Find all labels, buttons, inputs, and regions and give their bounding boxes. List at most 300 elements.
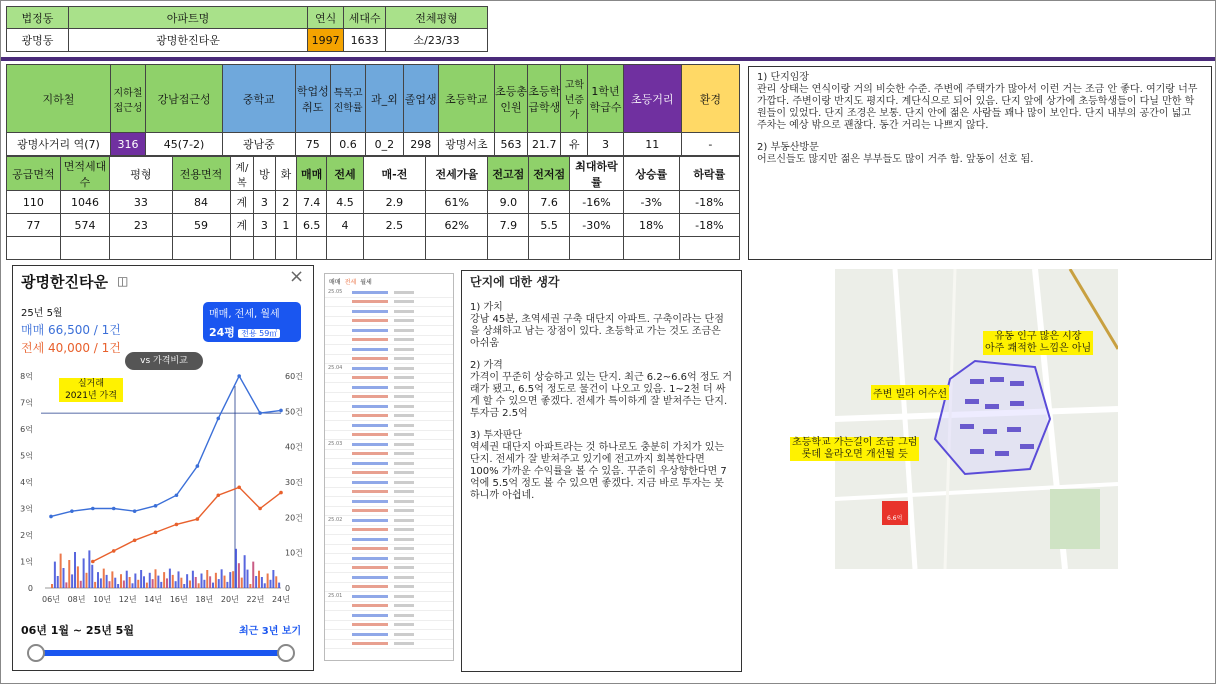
- trade-entry: [352, 490, 388, 493]
- trade-rows: [325, 288, 453, 649]
- volume-bar: [169, 569, 171, 588]
- trade-entry: [394, 547, 414, 550]
- volume-bar: [80, 581, 82, 588]
- jeonse-point: [175, 523, 179, 527]
- trade-row: [325, 488, 453, 498]
- volume-bar: [68, 560, 70, 588]
- volume-bar: [192, 571, 194, 588]
- volume-bar: [160, 582, 162, 588]
- volume-bar: [172, 575, 174, 588]
- range-slider-handle-right[interactable]: [277, 644, 295, 662]
- trade-entry: [394, 338, 414, 341]
- header-elementary: 초등학교: [438, 65, 494, 133]
- trade-row: [325, 364, 453, 374]
- header-upper-grade: 고학년증가: [561, 65, 588, 133]
- volume-bar: [241, 578, 243, 588]
- trade-entry: [352, 528, 388, 531]
- jeonse-point: [112, 549, 116, 553]
- trade-entry: [394, 576, 414, 579]
- cell: 7.4: [297, 191, 327, 214]
- jeonse-point: [237, 486, 241, 490]
- trade-row: [325, 412, 453, 422]
- unit-type-table: [6, 156, 740, 260]
- volume-bar: [232, 571, 234, 588]
- sale-point: [133, 509, 137, 513]
- y-tick-label: 7억: [20, 398, 33, 408]
- cell-tutoring: 0_2: [366, 133, 403, 156]
- callout-label: [59, 378, 123, 402]
- cell-gangnam-access: 45(7-2): [146, 133, 223, 156]
- trade-entry: [352, 319, 388, 322]
- volume-bar: [132, 583, 134, 588]
- y-tick-label: 1억: [20, 557, 33, 567]
- trade-entry: [394, 595, 414, 598]
- notes-section-title: 2) 가격: [470, 360, 503, 371]
- compare-button[interactable]: vs 가격비교: [125, 352, 203, 370]
- volume-bar: [226, 582, 228, 588]
- x-tick-label: 10년: [93, 595, 112, 604]
- cell: 3: [254, 214, 275, 237]
- sale-point: [279, 409, 283, 413]
- price-chart-panel: [12, 265, 314, 671]
- trade-row: [325, 326, 453, 336]
- trade-entry: [352, 433, 388, 436]
- trade-entry: [352, 367, 388, 370]
- trade-entry: [394, 509, 414, 512]
- trade-row: [325, 383, 453, 393]
- cell: -16%: [570, 191, 624, 214]
- cell: 4.5: [327, 191, 364, 214]
- cell-size: 소/23/33: [386, 29, 488, 52]
- volume-bar: [261, 577, 263, 588]
- trade-row: [325, 374, 453, 384]
- table-row: [7, 214, 740, 237]
- cell: 23: [110, 214, 172, 237]
- trade-row: [325, 611, 453, 621]
- trade-entry: [394, 319, 414, 322]
- y-tick-label: 3억: [20, 504, 33, 514]
- volume-bar: [155, 569, 157, 588]
- jeonse-point: [154, 531, 158, 535]
- callout-line: 실거래: [77, 379, 105, 389]
- volume-bar: [215, 573, 217, 588]
- cell-environment: -: [681, 133, 739, 156]
- volume-bar: [163, 572, 165, 588]
- notes-section-title: 3) 투자판단: [470, 430, 523, 441]
- header-gangnam-access: 강남접근성: [146, 65, 223, 133]
- cell: 5.5: [529, 214, 570, 237]
- volume-bar: [252, 562, 254, 588]
- trade-entry: [352, 509, 388, 512]
- volume-bar: [137, 580, 139, 588]
- trade-entry: [352, 395, 388, 398]
- trade-date: 25.02: [328, 517, 343, 524]
- trade-entry: [352, 376, 388, 379]
- volume-bar: [247, 570, 249, 588]
- trade-entry: [394, 376, 414, 379]
- header-graduates: 졸업생: [403, 65, 438, 133]
- trade-entry: [352, 348, 388, 351]
- trade-entry: [352, 291, 388, 294]
- tab-sale[interactable]: 매매: [329, 279, 341, 286]
- trade-row: [325, 459, 453, 469]
- area-map[interactable]: [835, 269, 1118, 569]
- cell: -18%: [679, 214, 739, 237]
- header-size: 전체평형: [386, 7, 488, 29]
- site-visit-notes: [748, 66, 1212, 260]
- trade-row: [325, 431, 453, 441]
- trade-entry: [352, 300, 388, 303]
- trade-entry: [352, 547, 388, 550]
- map-graphic: [835, 269, 1118, 569]
- volume-bar: [97, 572, 99, 588]
- jeonse-point: [196, 517, 200, 521]
- sale-point: [91, 507, 95, 511]
- map-price-marker[interactable]: 6.6억: [887, 515, 903, 522]
- volume-bar: [83, 558, 85, 588]
- cell: 7.6: [529, 191, 570, 214]
- volume-bar: [134, 574, 136, 589]
- volume-bar: [111, 571, 113, 588]
- section-divider: [0, 57, 1216, 61]
- trade-row: [325, 564, 453, 574]
- volume-bar: [120, 574, 122, 588]
- sale-point: [175, 493, 179, 497]
- trade-entry: [394, 538, 414, 541]
- trade-entry: [394, 585, 414, 588]
- trade-entry: [394, 357, 414, 360]
- size-sub: 전용 59㎡: [238, 329, 280, 338]
- notes-section-body: 가격이 꾸준히 상승하고 있는 단지. 최근 6.2~6.6억 정도 거래가 됐고, 6.5억 정도로 물건이 나오고 있음. 1~2천 더 싸게 할 수 있으면 좋겠다. 전세가 특이하게 잘 받쳐주는 단지. 투자금 2.5억: [470, 372, 732, 419]
- y2-tick-label: 10건: [285, 548, 303, 558]
- y-tick-label: 4억: [20, 478, 33, 487]
- jeonse-series-line: [93, 487, 281, 561]
- cell: -18%: [679, 191, 739, 214]
- table-row-empty: [7, 237, 740, 260]
- cell-subway: 광명사거리 역(7): [7, 133, 111, 156]
- y-tick-label: 6억: [20, 425, 33, 434]
- cell: 2: [275, 191, 296, 214]
- volume-bar: [109, 581, 111, 588]
- volume-bar: [198, 583, 200, 588]
- x-tick-label: 24년: [272, 595, 290, 604]
- price-chart: [13, 366, 313, 606]
- map-note-line: 아주 쾌적한 느낌은 아님: [985, 343, 1092, 354]
- trade-row: [325, 393, 453, 403]
- header-achievement: 학업성취도: [295, 65, 330, 133]
- volume-bar: [238, 563, 240, 588]
- cell: 4: [327, 214, 364, 237]
- sale-point: [196, 464, 200, 468]
- trade-entry: [394, 500, 414, 503]
- header-stairs: 계/복: [230, 157, 254, 191]
- trade-date: 25.03: [328, 441, 343, 448]
- y2-tick-label: 0: [285, 584, 291, 593]
- close-icon[interactable]: ×: [289, 266, 305, 287]
- cell-first-grade: 3: [588, 133, 623, 156]
- cell: 7.9: [488, 214, 529, 237]
- cell: 61%: [426, 191, 488, 214]
- trade-row: [325, 554, 453, 564]
- sale-point: [49, 515, 53, 519]
- notes-title: 단지에 대한 생각: [470, 275, 560, 289]
- trade-row: [325, 288, 453, 298]
- cell-upper-grade: 유: [561, 133, 588, 156]
- header-elem-class: 초등학급학생: [528, 65, 561, 133]
- filter-label: 매매, 전세, 월세: [209, 309, 280, 320]
- volume-bar: [183, 584, 185, 588]
- x-tick-label: 06년: [42, 595, 60, 604]
- volume-bar: [60, 554, 62, 588]
- notes-section-title: 1) 가치: [470, 302, 503, 313]
- trade-entry: [394, 566, 414, 569]
- volume-bar: [149, 573, 151, 588]
- volume-bar: [209, 576, 211, 588]
- cell: 84: [172, 191, 230, 214]
- x-tick-label: 20년: [220, 595, 239, 604]
- filter-button[interactable]: [203, 302, 301, 342]
- cell: 574: [60, 214, 109, 237]
- notes-section-title: 2) 부동산방문: [757, 142, 819, 153]
- range-slider-track[interactable]: [35, 650, 291, 656]
- trade-row: [325, 469, 453, 479]
- volume-bar: [77, 566, 79, 588]
- trade-entry: [394, 300, 414, 303]
- cell: 1: [275, 214, 296, 237]
- cell: 계: [230, 214, 254, 237]
- trade-date: 25.04: [328, 365, 343, 372]
- volume-bar: [94, 582, 96, 588]
- volume-bar: [235, 549, 237, 588]
- volume-bar: [229, 572, 231, 588]
- trade-row: [325, 545, 453, 555]
- volume-bar: [270, 580, 272, 588]
- header-exclusive-area: 전용면적: [172, 157, 230, 191]
- trade-entry: [352, 443, 388, 446]
- trade-entry: [394, 395, 414, 398]
- header-households: 세대수: [344, 7, 386, 29]
- header-elem-distance: 초등거리: [623, 65, 681, 133]
- volume-bar: [63, 568, 65, 588]
- volume-bar: [74, 552, 76, 588]
- header-max-drop: 최대하락률: [570, 157, 624, 191]
- trade-entry: [394, 367, 414, 370]
- trade-date: 25.01: [328, 593, 343, 600]
- x-tick-label: 22년: [246, 595, 265, 604]
- volume-bar: [175, 581, 177, 588]
- cell-subway-access: 316: [110, 133, 145, 156]
- header-jeonse-ratio: 전세가율: [426, 157, 488, 191]
- header-sale: 매매: [297, 157, 327, 191]
- header-tutoring: 과_외: [366, 65, 403, 133]
- volume-bar: [180, 578, 182, 588]
- sale-point: [154, 504, 158, 508]
- trade-entry: [394, 329, 414, 332]
- volume-bar: [189, 581, 191, 589]
- trade-entry: [352, 538, 388, 541]
- trade-entry: [352, 595, 388, 598]
- trade-entry: [352, 633, 388, 636]
- cell: 2.9: [363, 191, 425, 214]
- trade-entry: [394, 623, 414, 626]
- header-subway: 지하철: [7, 65, 111, 133]
- trade-entry: [352, 405, 388, 408]
- trade-row: [325, 592, 453, 602]
- sale-point: [70, 509, 74, 513]
- trade-row: [325, 583, 453, 593]
- y-tick-label: 8억: [20, 372, 33, 381]
- volume-bar: [86, 573, 88, 588]
- volume-bar: [129, 577, 131, 588]
- volume-bar: [275, 576, 277, 588]
- cell-dong: 광명동: [7, 29, 69, 52]
- trade-row: [325, 421, 453, 431]
- trade-entry: [394, 424, 414, 427]
- trade-row: [325, 478, 453, 488]
- chart-panel-title: 광명한진타운: [21, 273, 108, 291]
- volume-bar: [152, 579, 154, 588]
- trade-entry: [394, 614, 414, 617]
- size-main: 24평: [209, 326, 235, 339]
- header-rise-rate: 상승률: [623, 157, 679, 191]
- cell: 2.5: [363, 214, 425, 237]
- trade-row: [325, 317, 453, 327]
- volume-bar: [249, 584, 251, 588]
- jeonse-point: [216, 493, 220, 497]
- header-special-hs: 특목고진학률: [330, 65, 365, 133]
- header-baths: 화: [275, 157, 296, 191]
- cell: 77: [7, 214, 61, 237]
- header-middle-school: 중학교: [222, 65, 295, 133]
- trade-row: [325, 355, 453, 365]
- trade-entry: [352, 557, 388, 560]
- trade-entry: [352, 357, 388, 360]
- trade-entry: [352, 481, 388, 484]
- range-text: 06년 1월 ~ 25년 5월: [21, 624, 134, 637]
- cell-elem-total: 563: [494, 133, 527, 156]
- volume-bar: [178, 571, 180, 588]
- trade-entry: [394, 481, 414, 484]
- trade-entry: [394, 633, 414, 636]
- trade-row: [325, 507, 453, 517]
- trade-entry: [352, 623, 388, 626]
- jeonse-point: [258, 507, 262, 511]
- trade-row: [325, 497, 453, 507]
- trade-entry: [394, 452, 414, 455]
- map-icon[interactable]: ◫: [117, 274, 129, 288]
- sale-price-text: 매매 66,500 / 1건: [21, 323, 121, 337]
- cell: 6.5: [297, 214, 327, 237]
- trade-row: [325, 402, 453, 412]
- trade-entry: [394, 414, 414, 417]
- trade-entry: [352, 614, 388, 617]
- range-slider-handle-left[interactable]: [27, 644, 45, 662]
- volume-bar: [166, 578, 168, 588]
- y2-tick-label: 20건: [285, 513, 303, 523]
- volume-bar: [88, 550, 90, 588]
- cell-graduates: 298: [403, 133, 438, 156]
- trade-entry: [352, 471, 388, 474]
- volume-bar: [106, 575, 108, 588]
- trade-row: [325, 516, 453, 526]
- sale-point: [112, 507, 116, 511]
- jeonse-point: [91, 560, 95, 564]
- trade-entry: [394, 642, 414, 645]
- header-subway-access: 지하철접근성: [110, 65, 145, 133]
- trade-entry: [394, 471, 414, 474]
- cell-households: 1633: [344, 29, 386, 52]
- map-note-market: [983, 331, 1093, 355]
- x-tick-label: 08년: [67, 595, 86, 604]
- header-area-households: 면적세대수: [60, 157, 109, 191]
- trade-row: [325, 450, 453, 460]
- trade-entry: [352, 642, 388, 645]
- volume-bar: [264, 583, 266, 588]
- tab-monthly[interactable]: 월세: [360, 279, 372, 286]
- x-tick-label: 14년: [144, 595, 163, 604]
- volume-bar: [114, 578, 116, 588]
- location-info-table: [6, 64, 740, 156]
- volume-bar: [51, 584, 53, 588]
- jeonse-price-text: 전세 40,000 / 1건: [21, 341, 121, 355]
- map-note-line: 롯데 올라오면 개선될 듯: [801, 449, 908, 460]
- volume-bar: [186, 574, 188, 588]
- trade-entry: [394, 405, 414, 408]
- cell-elem-class: 21.7: [528, 133, 561, 156]
- volume-bar: [221, 569, 223, 588]
- cell-year: 1997: [308, 29, 344, 52]
- volume-bar: [244, 555, 246, 588]
- header-prev-high: 전고점: [488, 157, 529, 191]
- trade-entry: [352, 338, 388, 341]
- volume-bar: [267, 574, 269, 589]
- volume-bar: [272, 570, 274, 588]
- tab-jeonse[interactable]: 전세: [344, 279, 357, 286]
- cell: 1046: [60, 191, 109, 214]
- trade-entry: [352, 604, 388, 607]
- trade-entry: [394, 490, 414, 493]
- trade-history-list: [324, 273, 454, 661]
- y2-tick-label: 30건: [285, 478, 303, 487]
- volume-bar: [100, 578, 102, 588]
- trade-entry: [352, 585, 388, 588]
- trade-row: [325, 307, 453, 317]
- header-jeonse: 전세: [327, 157, 364, 191]
- y2-tick-label: 60건: [285, 372, 303, 381]
- cell-achievement: 75: [295, 133, 330, 156]
- y2-tick-label: 40건: [285, 442, 303, 452]
- volume-bar: [157, 576, 159, 588]
- table-row: [7, 191, 740, 214]
- trade-entry: [352, 452, 388, 455]
- x-tick-label: 16년: [169, 595, 188, 604]
- volume-bar: [71, 574, 73, 588]
- recent-3y-button[interactable]: 최근 3년 보기: [239, 626, 302, 637]
- volume-bar: [126, 571, 128, 588]
- header-dong: 법정동: [7, 7, 69, 29]
- volume-bar: [206, 570, 208, 588]
- volume-bar: [146, 583, 148, 588]
- trade-row: [325, 336, 453, 346]
- y2-tick-label: 50건: [285, 407, 303, 417]
- volume-bar: [57, 576, 59, 588]
- jeonse-point: [133, 539, 137, 543]
- trade-entry: [394, 604, 414, 607]
- header-year: 연식: [308, 7, 344, 29]
- header-first-grade: 1학년학급수: [588, 65, 623, 133]
- jeonse-point: [279, 491, 283, 495]
- volume-bar: [91, 565, 93, 588]
